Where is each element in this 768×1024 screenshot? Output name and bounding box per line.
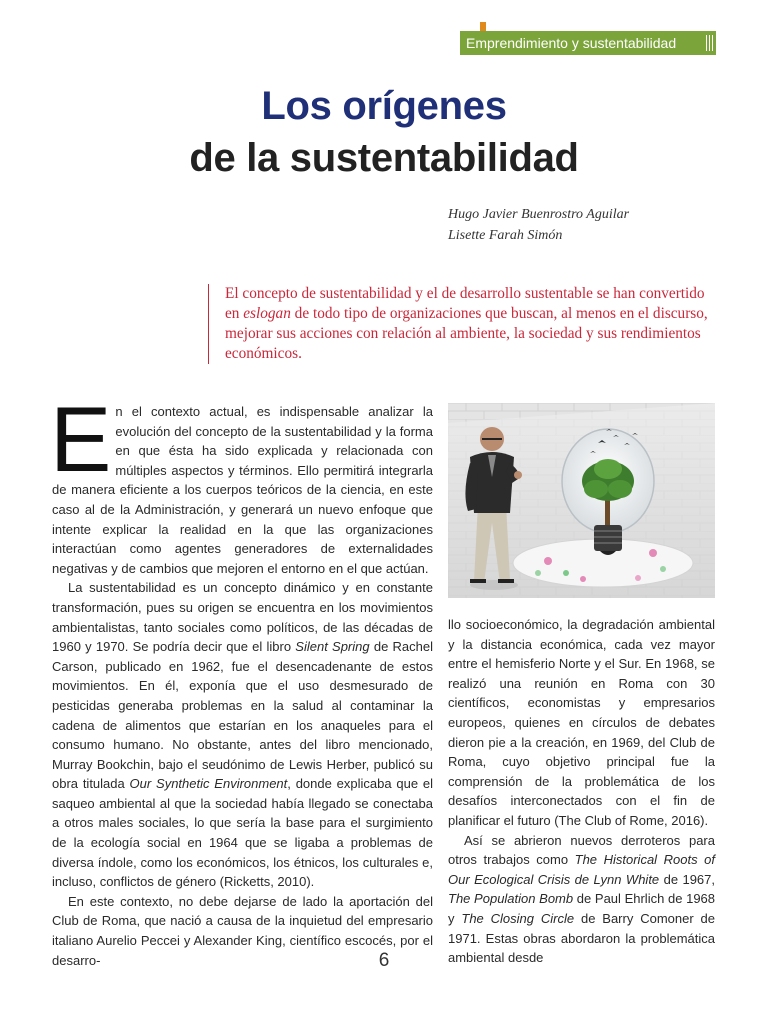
paragraph: [52, 578, 433, 892]
book-title: Our Synthetic Environment: [129, 776, 288, 792]
book-title: The Closing Circle: [461, 910, 575, 926]
paragraph: [448, 615, 715, 831]
paragraph-text: n el contexto actual, es indispensable analizar la evolución del concepto de la sustentabilidad y la forma en que ésta ha sido explicada y relacionada con múltiples aspectos y términos. Ello permitirá integrarla de manera eficiente a los cuerpos teóricos de la ciencia, en este caso al de la Administración, y generará un nuevo enfoque que intente explicar la realidad en la que las organizaciones interactúan como agentes generadores de externalidades negativas y de cambios que mejoren el entorno en el que actúan.: [52, 404, 433, 576]
paragraph: [448, 831, 715, 968]
author-name: Lisette Farah Simón: [448, 228, 563, 243]
orange-accent-mark: [480, 22, 486, 31]
section-label: [460, 31, 716, 55]
paragraph-text: llo socioeconómico, la degradación ambiental y la distancia económica, cada vez mayor entre el hemisferio Norte y el Sur. En 1968, se realizó una reunión en Roma con 30 científicos, economistas y empresarios europeos, quienes en círculos de debates dieron pie a la creación, en 1969, del Club de Roma, cuyo objetivo principal fue la comprensión de la problemática de los desafíos interconectados con el fin de planificar el futuro (The Club of Rome, 2016).: [448, 617, 715, 828]
body-column-right: [448, 615, 715, 968]
paragraph-text: En este contexto, no debe dejarse de lado la aportación del Club de Roma, que nació a causa de la inquietud del empresario italiano Aurelio Peccei y Alexander King, científico escocés, por el desarro-: [52, 893, 433, 968]
paragraph-text: de Paul Ehrlich de 1968 y: [448, 891, 716, 926]
book-title: Silent Spring: [295, 639, 370, 655]
paragraph: [50, 389, 433, 578]
author-list: [448, 204, 629, 246]
book-title: The Population Bomb: [448, 891, 574, 907]
article-illustration: [448, 403, 715, 598]
paragraph-text: de Rachel Carson, publicado en 1962, fue el desencadenante de estos movimientos. En él, exponía que el uso desmesurado de pesticidas generaba problemas en la salud al contaminar la cadena de alimentos que estarían en los anaqueles para el consumo humano. No obstante, antes del libro mencionado, Murray Bookchin, bajo el seudónimo de Lewis Herber, publicó su obra titulada: [52, 639, 433, 792]
abstract-emphasis: eslogan: [243, 305, 291, 322]
paragraph-text: La sustentabilidad es un concepto dinámico y en constante transformación, pues su origen se encuentra en los movimientos ambientalistas, tanto sociales como políticos, de las décadas de 1960 y 1970. Se podría decir que el libro: [52, 580, 433, 655]
paragraph-text: Así se abrieron nuevos derroteros para otros trabajos como: [448, 832, 715, 868]
author-name: Hugo Javier Buenrostro Aguilar: [448, 207, 630, 222]
article-title-line2: de la sustentabilidad: [189, 136, 579, 180]
book-title: The Historical Roots of Our Ecological Crisis de Lynn White: [448, 852, 715, 887]
page-number: 6: [378, 950, 390, 971]
abstract-text: El concepto de sustentabilidad y el de desarrollo sustentable se han convertido en: [225, 285, 705, 322]
abstract-text: de todo tipo de organizaciones que buscan, al menos en el discurso, mejorar sus acciones con relación al ambiente, la sociedad y sus rendimientos económicos.: [225, 305, 708, 362]
section-label-text: Emprendimiento y sustentabilidad: [466, 35, 677, 51]
paragraph-text: de 1967,: [659, 871, 716, 887]
paragraph-text: , donde explicaba que el saqueo ambiental al que la sociedad había llegado se conectaba a otros males sociales, lo que sería la base para el surgimiento de la ecología social en 1964 que se ligaba a problemas de diversa índole, como los económicos, los étnicos, los culturales e, incluso, conflictos de género (Ricketts, 2010).: [52, 776, 433, 890]
drop-cap: E: [50, 389, 112, 491]
stripes-decoration: [706, 35, 714, 51]
body-column-left: [50, 389, 433, 970]
article-title-line1: Los orígenes: [261, 84, 507, 128]
paragraph-text: de Barry Comoner de 1971. Estas obras abordaron la problemática ambiental desde: [448, 910, 715, 966]
illustration-svg: [448, 403, 715, 598]
abstract: [208, 284, 717, 364]
